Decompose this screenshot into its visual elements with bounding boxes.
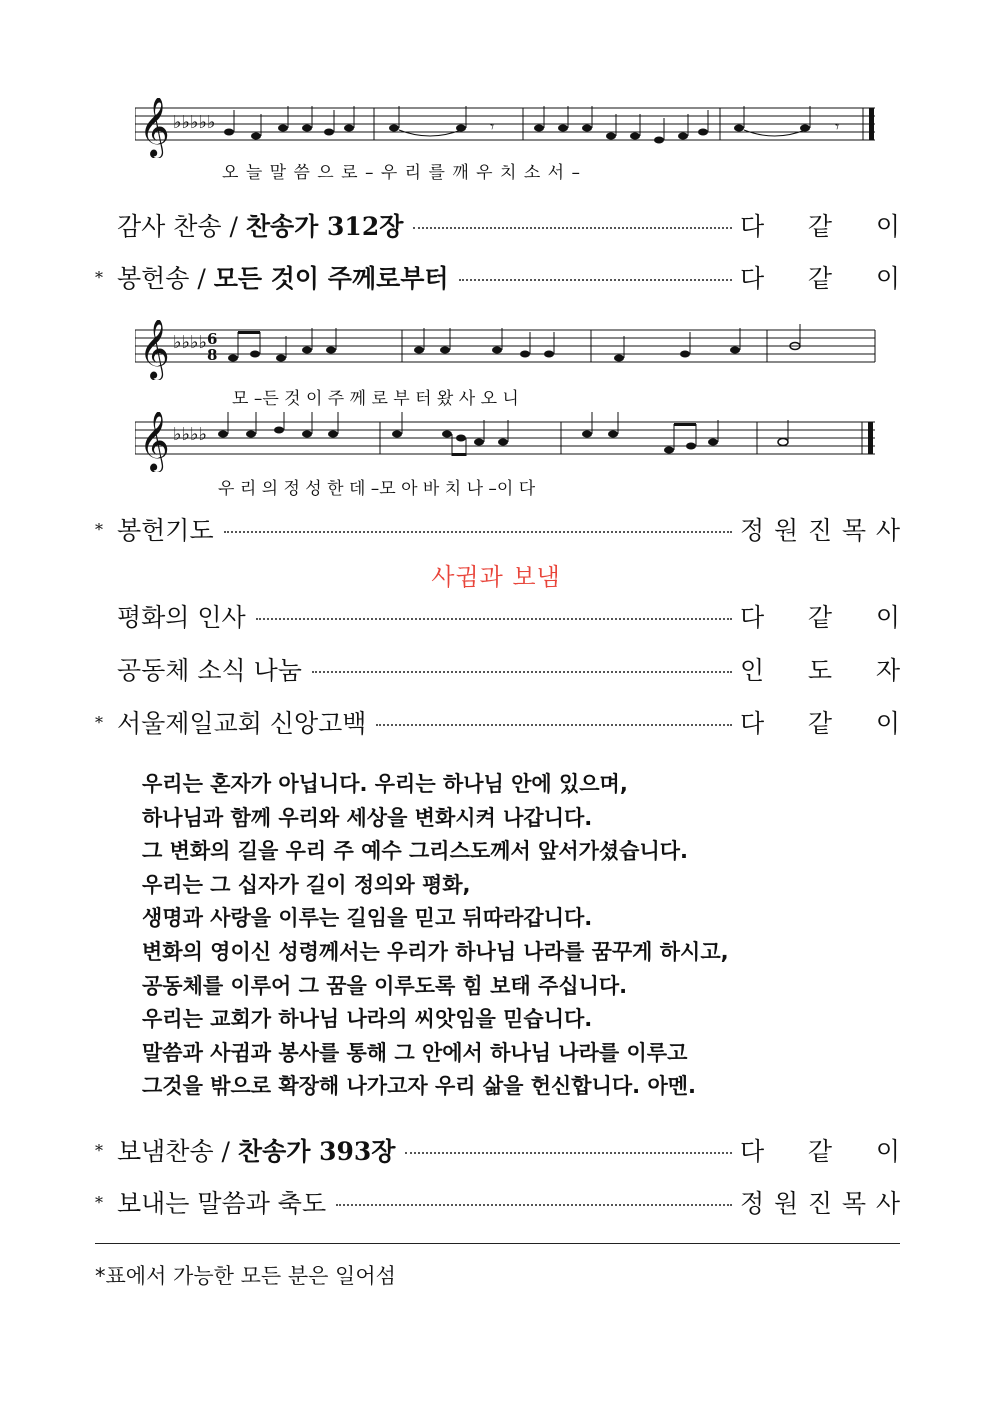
sending-hymn-number: 찬송가 393장 [237, 1137, 396, 1166]
svg-text:𝄾: 𝄾 [490, 117, 495, 136]
section-title: 사귐과 보냄 [431, 563, 561, 591]
row-sending-hymn [95, 1132, 900, 1168]
row-community-news [95, 651, 900, 687]
confession-of-faith-label: 서울제일교회 신앙고백 [117, 709, 367, 738]
hymn1-lyrics: 오 늘 말 씀 으 로 – 우 리 를 깨 우 치 소 서 – [222, 163, 580, 183]
svg-text:𝄞: 𝄞 [139, 98, 170, 157]
row-thanksgiving-hymn [95, 207, 900, 243]
svg-text:♭♭♭♭: ♭♭♭♭ [173, 332, 207, 353]
footer-divider [95, 1243, 900, 1244]
svg-text:𝄾: 𝄾 [835, 117, 840, 136]
leader-dots [376, 722, 732, 726]
thanksgiving-hymn-who: 다 같 이 [740, 212, 900, 241]
row-peace-greeting [95, 598, 900, 634]
confession-of-faith-who: 다 같 이 [740, 709, 900, 738]
svg-text:8: 8 [207, 346, 218, 364]
creed-line: 그것을 밖으로 확장해 나가고자 우리 삶을 헌신합니다. 아멘. [142, 1074, 696, 1099]
creed-line: 우리는 교회가 하나님 나라의 씨앗임을 믿습니다. [142, 1007, 593, 1032]
thanksgiving-hymn-label: 감사 찬송 / [117, 212, 246, 241]
leader-dots [413, 225, 732, 229]
standing-star: * [95, 712, 103, 732]
creed-line: 우리는 그 십자가 길이 정의와 평화, [142, 872, 471, 897]
leader-dots [312, 669, 732, 673]
row-benediction [95, 1184, 900, 1220]
hymn2-lyrics-line2: 우 리 의 정 성 한 데 –모 아 바 치 나 –이 다 [218, 479, 536, 499]
hymn1-staff [135, 98, 880, 158]
community-news-label: 공동체 소식 나눔 [117, 656, 302, 685]
creed-line: 그 변화의 길을 우리 주 예수 그리스도께서 앞서가셨습니다. [142, 839, 689, 864]
creed-line: 공동체를 이루어 그 꿈을 이루도록 힘 보태 주십니다. [142, 973, 628, 998]
standing-star: * [95, 1192, 103, 1212]
offertory-prayer-label: 봉헌기도 [117, 516, 214, 545]
hymn2-staff-line1 [135, 320, 880, 380]
confession-of-faith-text [142, 768, 902, 1104]
hymn2-lyrics-line1: 모 –든 것 이 주 께 로 부 터 왔 사 오 니 [232, 389, 519, 409]
offertory-song-title: 모든 것이 주께로부터 [213, 264, 449, 293]
leader-dots [224, 529, 732, 533]
svg-text:6: 6 [207, 330, 218, 348]
hymn2-staff-line2 [135, 412, 880, 472]
leader-dots [256, 616, 732, 620]
benediction-label: 보내는 말씀과 축도 [117, 1189, 327, 1218]
leader-dots [459, 277, 732, 281]
benediction-who: 정 원 진 목 사 [740, 1189, 900, 1218]
standing-footnote: *표에서 가능한 모든 분은 일어섬 [95, 1264, 396, 1288]
peace-greeting-label: 평화의 인사 [117, 603, 246, 632]
svg-text:♭♭♭♭♭: ♭♭♭♭♭ [173, 112, 216, 133]
standing-star: * [95, 267, 103, 287]
row-offertory-song [95, 259, 900, 295]
offertory-song-label: 봉헌송 / [117, 264, 214, 293]
row-confession-of-faith [95, 704, 900, 740]
standing-star: * [95, 519, 103, 539]
community-news-who: 인 도 자 [740, 656, 900, 685]
creed-line: 변화의 영이신 성령께서는 우리가 하나님 나라를 꿈꾸게 하시고, [142, 939, 729, 964]
offertory-song-who: 다 같 이 [740, 264, 900, 293]
creed-line: 생명과 사랑을 이루는 길임을 믿고 뒤따라갑니다. [142, 906, 593, 931]
leader-dots [336, 1202, 732, 1206]
leader-dots [405, 1150, 732, 1154]
svg-text:♭♭♭♭: ♭♭♭♭ [173, 424, 207, 445]
thanksgiving-hymn-number: 찬송가 312장 [245, 212, 404, 241]
sending-hymn-label: 보냄찬송 / [117, 1137, 238, 1166]
peace-greeting-who: 다 같 이 [740, 603, 900, 632]
svg-text:𝄞: 𝄞 [139, 320, 170, 379]
offertory-prayer-who: 정 원 진 목 사 [740, 516, 900, 545]
creed-line: 말씀과 사귐과 봉사를 통해 그 안에서 하나님 나라를 이루고 [142, 1040, 688, 1065]
creed-line: 하나님과 함께 우리와 세상을 변화시켜 나갑니다. [142, 805, 593, 830]
standing-star: * [95, 1140, 103, 1160]
row-offertory-prayer [95, 511, 900, 547]
creed-line: 우리는 혼자가 아닙니다. 우리는 하나님 안에 있으며, [142, 772, 628, 796]
sending-hymn-who: 다 같 이 [740, 1137, 900, 1166]
svg-text:𝄞: 𝄞 [139, 412, 170, 471]
